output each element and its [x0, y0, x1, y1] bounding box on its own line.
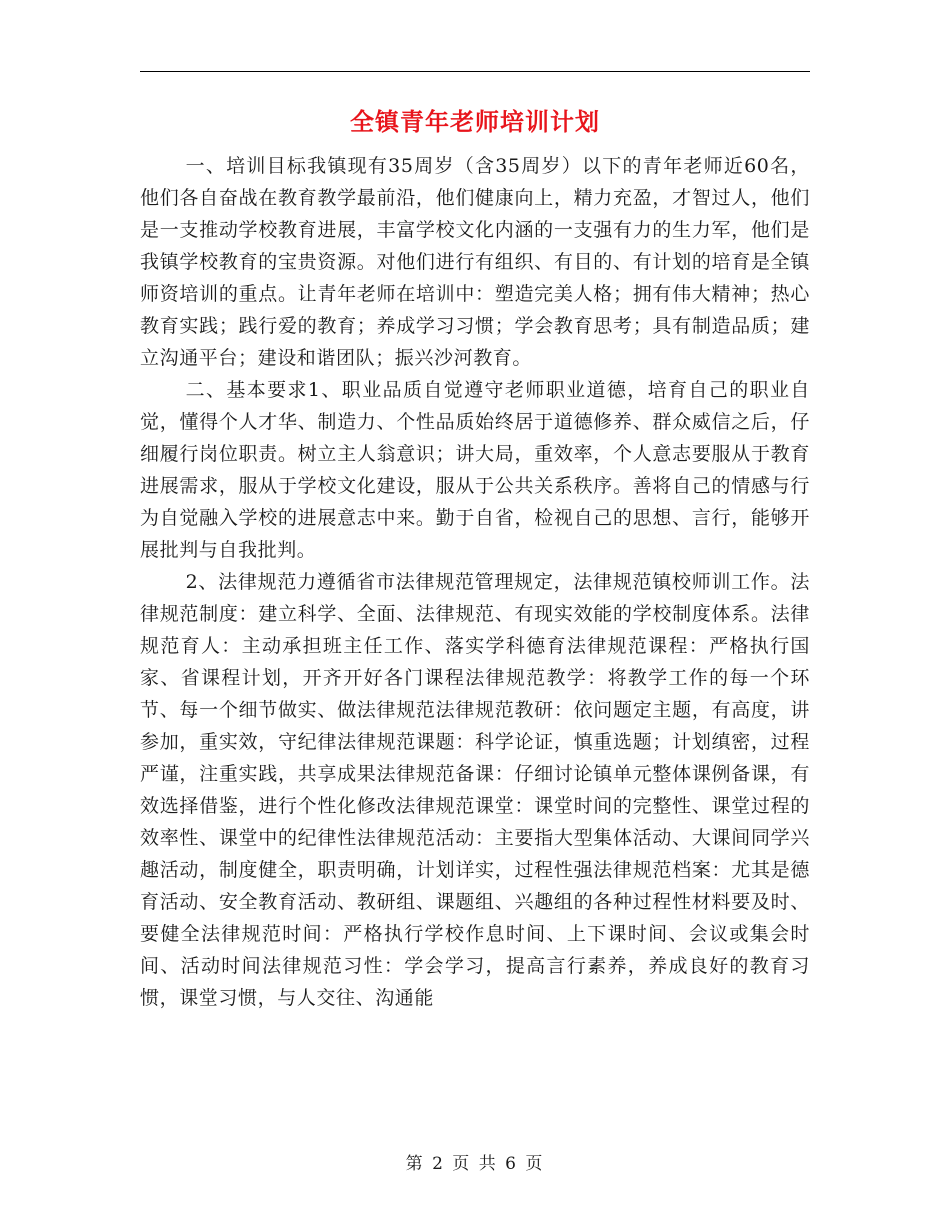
paragraph-basic-requirements: 二、基本要求1、职业品质自觉遵守老师职业道德，培育自己的职业自觉，懂得个人才华、制造力、个性品质始终居于道德修养、群众威信之后，仔细履行岗位职责。树立主人翁意识；讲大局，重效率，个人意志要服从于教育进展需求，服从于学校文化建设，服从于公共关系秩序。善将自己的情感与行为自觉融入学校的进展意志中来。勤于自省，检视自己的思想、言行，能够开展批判与自我批判。 — [140, 379, 810, 561]
paragraph-legal-norms: 2、法律规范力遵循省市法律规范管理规定，法律规范镇校师训工作。法律规范制度：建立科学、全面、法律规范、有现实效能的学校制度体系。法律规范育人：主动承担班主任工作、落实学科德育法律规范课程：严格执行国家、省课程计划，开齐开好各门课程法律规范教学：将教学工作的每一个环节、每一个细节做实、做法律规范法律规范教研：依问题定主题，有高度，讲参加，重实效，守纪律法律规范课题：科学论证，慎重选题；计划缜密，过程严谨，注重实践，共享成果法律规范备课：仔细讨论镇单元整体课例备课，有效选择借鉴，进行个性化修改法律规范课堂：课堂时间的完整性、课堂过程的效率性、课堂中的纪律性法律规范活动：主要指大型集体活动、大课间同学兴趣活动，制度健全，职责明确，计划详实，过程性强法律规范档案：尤其是德育活动、安全教育活动、教研组、课题组、兴趣组的各种过程性材料要及时、要健全法律规范时间：严格执行学校作息时间、上下课时间、会议或集会时间、活动时间法律规范习性：学会学习，提高言行素养，养成良好的教育习惯，课堂习惯，与人交往、沟通能 — [140, 571, 810, 1009]
header-rule — [140, 71, 810, 72]
page-number: 第 2 页 共 6 页 — [405, 1154, 545, 1174]
document-body — [140, 150, 810, 1014]
paragraph-training-goal: 一、培训目标我镇现有35周岁（含35周岁）以下的青年老师近60名，他们各自奋战在教育教学最前沿，他们健康向上，精力充盈，才智过人，他们是一支推动学校教育进展，丰富学校文化内涵的一支强有力的生力军，他们是我镇学校教育的宝贵资源。对他们进行有组织、有目的、有计划的培育是全镇师资培训的重点。让青年老师在培训中：塑造完美人格；拥有伟大精神；热心教育实践；践行爱的教育；养成学习习惯；学会教育思考；具有制造品质；建立沟通平台；建设和谐团队；振兴沙河教育。 — [140, 155, 810, 369]
document-title: 全镇青年老师培训计划 — [350, 107, 600, 136]
